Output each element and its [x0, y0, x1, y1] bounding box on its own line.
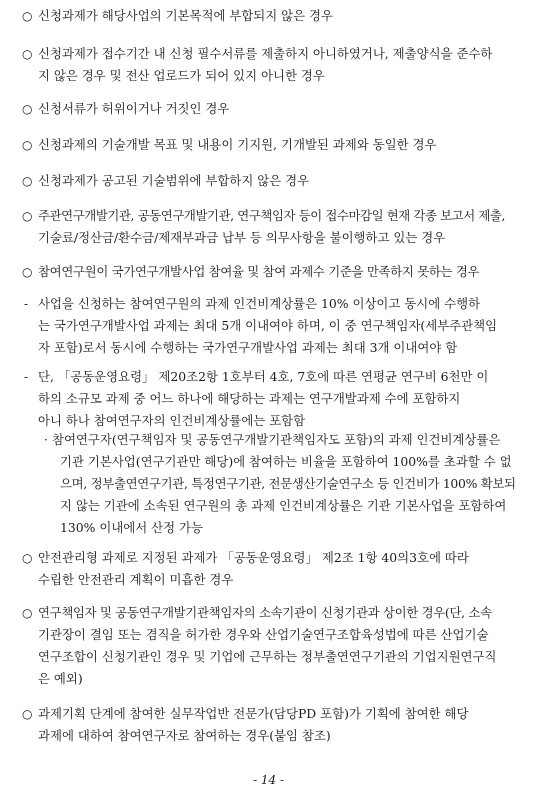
circle-bullet: ○ — [22, 102, 33, 116]
text-line: 아니 하나 참여연구자의 인건비계상률에는 포함함 — [38, 413, 306, 428]
text-line: 는 국가연구개발사업 과제는 최대 5개 이내여야 하며, 이 중 연구책임자(세부주관책임 — [38, 318, 498, 333]
text-line: 은 예외) — [38, 671, 83, 686]
text-line: 기관장이 결임 또는 겸직을 허가한 경우와 산업기술연구조합육성법에 따른 산업기술 — [38, 627, 489, 642]
text-line: 자 포함)로서 동시에 수행하는 국가연구개발사업 과제는 최대 3개 이내여야 함 — [38, 340, 458, 355]
circle-bullet: ○ — [22, 47, 33, 61]
text-line: 지 않는 기관에 소속된 연구원의 총 과제 인건비계상률은 기관 기본사업을 포함하여 — [60, 498, 507, 513]
text-line: 신청과제가 해당사업의 기본목적에 부합되지 않은 경우 — [38, 8, 333, 23]
circle-bullet: ○ — [22, 551, 33, 565]
text-line: 기관 기본사업(연구기관만 해당)에 참여하는 비율을 포함하여 100%를 초과할 수 없 — [60, 454, 512, 469]
text-line: 사업을 신청하는 참여연구원의 과제 인건비계상률은 10% 이상이고 동시에 수행하 — [38, 296, 481, 311]
text-line: 신청과제가 접수기간 내 신청 필수서류를 제출하지 아니하였거나, 제출양식을 준수하 — [38, 46, 493, 61]
text-line: 연구책임자 및 공동연구개발기관책임자의 소속기관이 신청기관과 상이한 경우(단, 소속 — [38, 605, 492, 620]
text-line: 안전관리형 과제로 지정된 과제가 「공동운영요령」 제2조 1항 40의3호에 따라 — [38, 550, 469, 565]
text-line: 과제에 대하여 참여연구자로 참여하는 경우(붙임 참조) — [38, 728, 331, 743]
dot-bullet: · — [44, 433, 48, 447]
text-line: 참여연구원이 국가연구개발사업 참여율 및 참여 과제수 기준을 만족하지 못하는 경우 — [38, 264, 480, 279]
circle-bullet: ○ — [22, 174, 33, 188]
circle-bullet: ○ — [22, 138, 33, 152]
dash-bullet: - — [24, 297, 29, 311]
text-line: 연구조합이 신청기관인 경우 및 기업에 근무하는 정부출연연구기관의 기업지원연구직 — [38, 649, 497, 664]
dash-bullet: - — [24, 370, 29, 384]
text-line: 신청서류가 허위이거나 거짓인 경우 — [38, 101, 230, 116]
text-line: 단, 「공동운영요령」 제20조2항 1호부터 4호, 7호에 따른 연평균 연구비 6천만 이 — [38, 369, 489, 384]
page-number: - 14 - — [252, 773, 284, 787]
circle-bullet: ○ — [22, 209, 33, 223]
text-line: 신청과제의 기술개발 목표 및 내용이 기지원, 기개발된 과제와 동일한 경우 — [38, 137, 437, 152]
circle-bullet: ○ — [22, 606, 33, 620]
text-line: 130% 이내에서 산정 가능 — [60, 520, 203, 535]
text-line: 참여연구자(연구책임자 및 공동연구개발기관책임자도 포함)의 과제 인건비계상률은 — [52, 432, 501, 447]
circle-bullet: ○ — [22, 707, 33, 721]
text-line: 기술료/정산금/환수금/제재부과금 납부 등 의무사항을 불이행하고 있는 경우 — [38, 230, 446, 245]
circle-bullet: ○ — [22, 9, 33, 23]
text-line: 하의 소규모 과제 중 어느 하나에 해당하는 과제는 연구개발과제 수에 포함하지 — [38, 391, 461, 406]
circle-bullet: ○ — [22, 265, 33, 279]
text-line: 지 않은 경우 및 전산 업로드가 되어 있지 아니한 경우 — [38, 68, 325, 83]
text-line: 과제기획 단계에 참여한 실무작업반 전문가(담당PD 포함)가 기획에 참여한 해당 — [38, 706, 469, 721]
text-line: 주관연구개발기관, 공동연구개발기관, 연구책임자 등이 접수마감일 현재 각종 보고서 제출, — [38, 208, 505, 223]
text-line: 신청과제가 공고된 기술범위에 부합하지 않은 경우 — [38, 173, 310, 188]
text-line: 수립한 안전관리 계획이 미흡한 경우 — [38, 572, 234, 587]
text-line: 으며, 정부출연연구기관, 특정연구기관, 전문생산기술연구소 등 인건비가 100% 확보되 — [60, 476, 516, 491]
